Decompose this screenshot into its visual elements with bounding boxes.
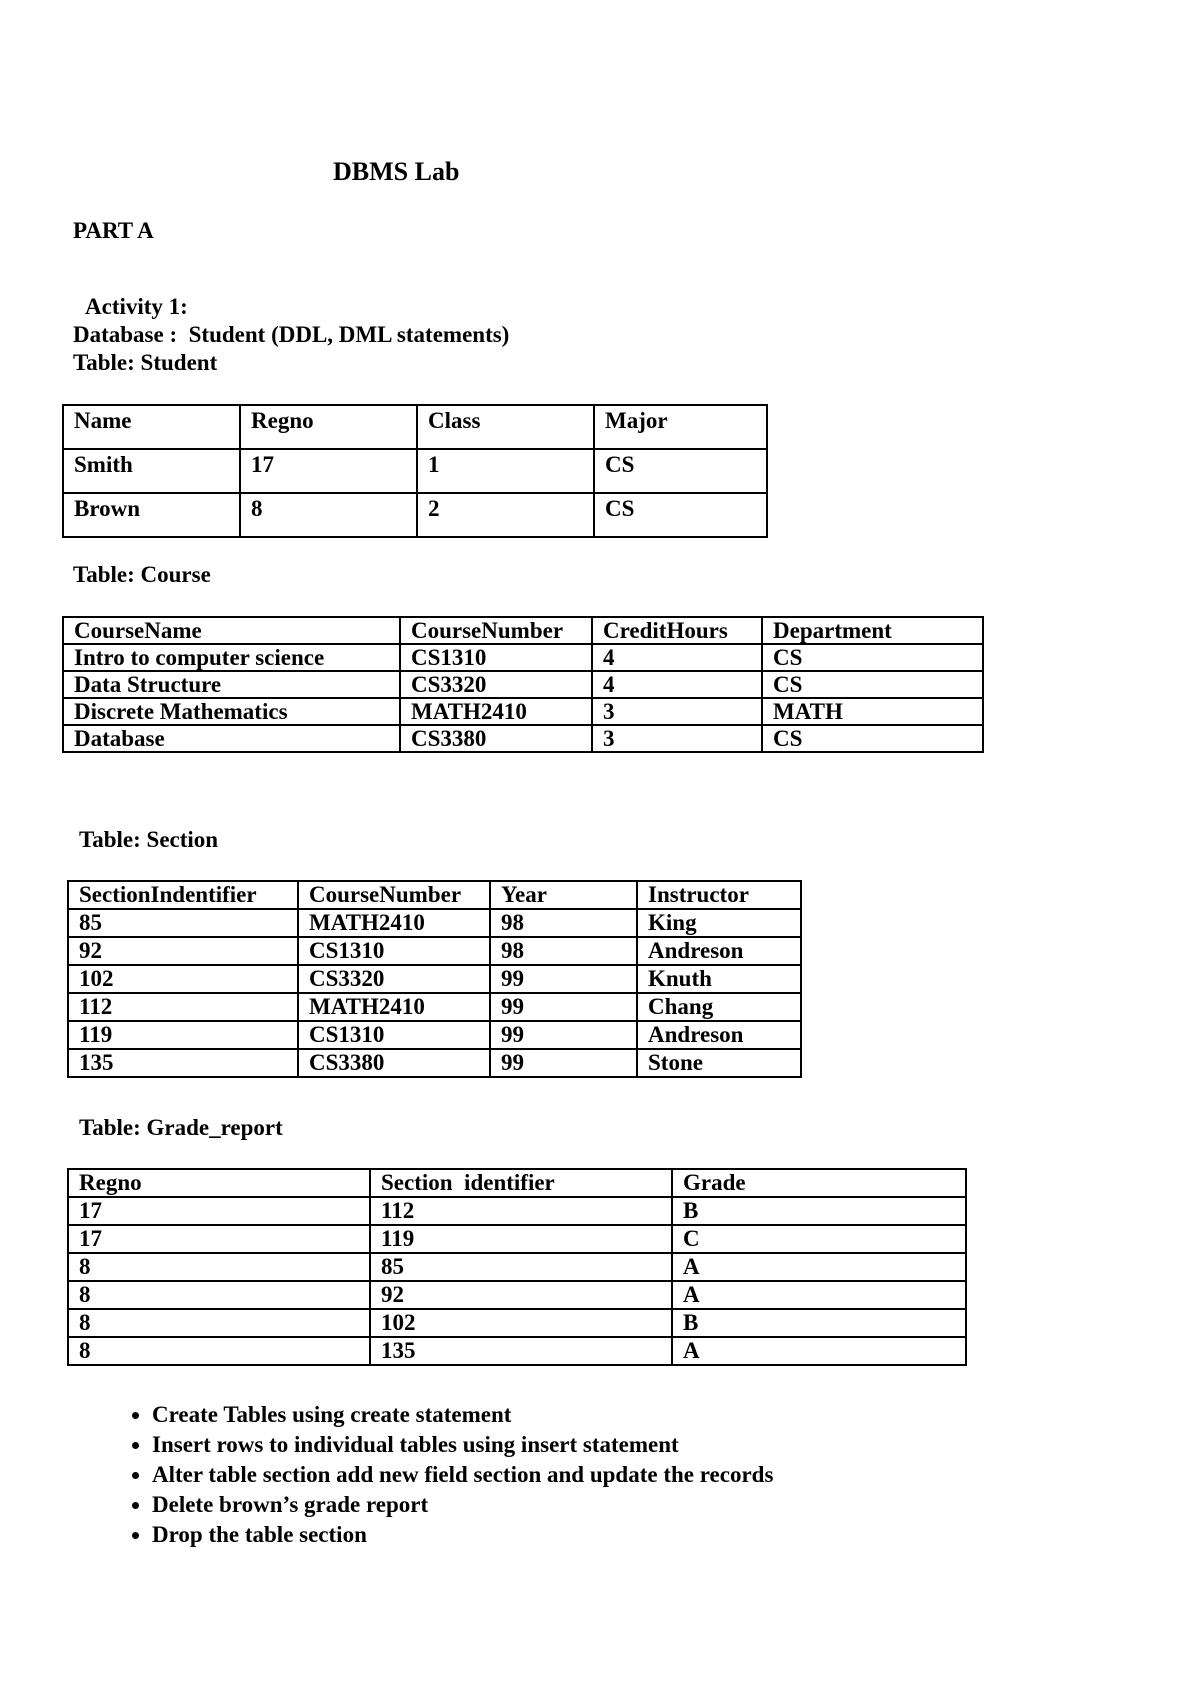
table-cell: 92 bbox=[68, 937, 298, 965]
table-cell: 85 bbox=[68, 909, 298, 937]
task-item: • Create Tables using create statement bbox=[152, 1400, 773, 1430]
table-header-row bbox=[68, 881, 801, 909]
table-cell: CS3380 bbox=[400, 725, 592, 752]
table-row bbox=[63, 644, 983, 671]
table-header-row bbox=[68, 1169, 966, 1197]
activity-heading: Activity 1: bbox=[85, 294, 188, 319]
table-cell: 98 bbox=[490, 909, 637, 937]
table-cell: Andreson bbox=[637, 937, 801, 965]
table-cell: CS3380 bbox=[298, 1049, 490, 1077]
table-cell: Smith bbox=[63, 449, 240, 493]
table-cell: MATH2410 bbox=[400, 698, 592, 725]
table-cell: 112 bbox=[370, 1197, 672, 1225]
part-heading: PART A bbox=[73, 218, 154, 243]
table-cell: MATH2410 bbox=[298, 993, 490, 1021]
header-cell: Section identifier bbox=[370, 1169, 672, 1197]
table-cell: B bbox=[672, 1309, 966, 1337]
table-cell: Chang bbox=[637, 993, 801, 1021]
table-cell: CS3320 bbox=[298, 965, 490, 993]
table-row bbox=[63, 449, 767, 493]
table-row bbox=[68, 1021, 801, 1049]
table-cell: Andreson bbox=[637, 1021, 801, 1049]
table-cell: CS1310 bbox=[298, 1021, 490, 1049]
table-cell: 99 bbox=[490, 993, 637, 1021]
table-row bbox=[68, 1049, 801, 1077]
header-cell: Year bbox=[490, 881, 637, 909]
table-row bbox=[63, 725, 983, 752]
table-cell: 98 bbox=[490, 937, 637, 965]
table-cell: A bbox=[672, 1281, 966, 1309]
table-cell: Discrete Mathematics bbox=[63, 698, 400, 725]
table-header-row bbox=[63, 617, 983, 644]
table-cell: MATH bbox=[762, 698, 983, 725]
header-cell: SectionIndentifier bbox=[68, 881, 298, 909]
table-cell: 1 bbox=[417, 449, 594, 493]
table-cell: King bbox=[637, 909, 801, 937]
task-item: • Alter table section add new field section and update the records bbox=[152, 1460, 773, 1490]
table-row bbox=[68, 1225, 966, 1253]
table-cell: 3 bbox=[592, 725, 762, 752]
table-cell: CS bbox=[762, 725, 983, 752]
table-cell: 8 bbox=[68, 1309, 370, 1337]
table-cell: 17 bbox=[240, 449, 417, 493]
table-cell: CS1310 bbox=[298, 937, 490, 965]
table-cell: 17 bbox=[68, 1225, 370, 1253]
table-cell: 92 bbox=[370, 1281, 672, 1309]
task-item: • Drop the table section bbox=[152, 1520, 773, 1550]
task-item: • Delete brown’s grade report bbox=[152, 1490, 773, 1520]
table-cell: Stone bbox=[637, 1049, 801, 1077]
header-cell: Department bbox=[762, 617, 983, 644]
table-cell: 3 bbox=[592, 698, 762, 725]
table-cell: 119 bbox=[68, 1021, 298, 1049]
header-cell: CourseNumber bbox=[298, 881, 490, 909]
header-cell: Grade bbox=[672, 1169, 966, 1197]
task-item: • Insert rows to individual tables using insert statement bbox=[152, 1430, 773, 1460]
table-cell: Data Structure bbox=[63, 671, 400, 698]
student-table bbox=[62, 404, 768, 538]
table-cell: MATH2410 bbox=[298, 909, 490, 937]
header-cell: Class bbox=[417, 405, 594, 449]
grade-report-table bbox=[67, 1168, 967, 1366]
table-row bbox=[68, 993, 801, 1021]
header-cell: CreditHours bbox=[592, 617, 762, 644]
table-cell: CS3320 bbox=[400, 671, 592, 698]
section-table bbox=[67, 880, 802, 1078]
table-cell: 112 bbox=[68, 993, 298, 1021]
table-cell: Brown bbox=[63, 493, 240, 537]
student-table-caption: Table: Student bbox=[73, 350, 218, 375]
table-cell: 8 bbox=[240, 493, 417, 537]
table-cell: Knuth bbox=[637, 965, 801, 993]
course-table-caption: Table: Course bbox=[73, 562, 211, 587]
table-row bbox=[68, 965, 801, 993]
table-cell: 99 bbox=[490, 1021, 637, 1049]
header-cell: CourseName bbox=[63, 617, 400, 644]
table-cell: CS bbox=[762, 644, 983, 671]
table-cell: 8 bbox=[68, 1337, 370, 1365]
header-cell: CourseNumber bbox=[400, 617, 592, 644]
table-cell: A bbox=[672, 1337, 966, 1365]
table-row bbox=[63, 671, 983, 698]
table-row bbox=[68, 1281, 966, 1309]
table-cell: CS bbox=[762, 671, 983, 698]
table-cell: 99 bbox=[490, 1049, 637, 1077]
table-cell: Intro to computer science bbox=[63, 644, 400, 671]
table-row bbox=[68, 909, 801, 937]
table-row bbox=[63, 698, 983, 725]
course-table bbox=[62, 616, 984, 753]
table-row bbox=[68, 1337, 966, 1365]
page-title: DBMS Lab bbox=[333, 157, 460, 186]
table-cell: 135 bbox=[68, 1049, 298, 1077]
table-cell: CS bbox=[594, 493, 767, 537]
header-cell: Name bbox=[63, 405, 240, 449]
table-cell: 99 bbox=[490, 965, 637, 993]
table-cell: A bbox=[672, 1253, 966, 1281]
table-cell: Database bbox=[63, 725, 400, 752]
header-cell: Regno bbox=[240, 405, 417, 449]
table-cell: 17 bbox=[68, 1197, 370, 1225]
table-cell: 102 bbox=[68, 965, 298, 993]
table-cell: 4 bbox=[592, 671, 762, 698]
table-cell: 119 bbox=[370, 1225, 672, 1253]
header-cell: Instructor bbox=[637, 881, 801, 909]
table-header-row bbox=[63, 405, 767, 449]
table-cell: 102 bbox=[370, 1309, 672, 1337]
table-cell: B bbox=[672, 1197, 966, 1225]
table-cell: 8 bbox=[68, 1281, 370, 1309]
table-row bbox=[68, 1253, 966, 1281]
table-row bbox=[68, 1197, 966, 1225]
table-cell: 135 bbox=[370, 1337, 672, 1365]
table-cell: 4 bbox=[592, 644, 762, 671]
table-row bbox=[63, 493, 767, 537]
table-cell: CS bbox=[594, 449, 767, 493]
header-cell: Regno bbox=[68, 1169, 370, 1197]
table-cell: CS1310 bbox=[400, 644, 592, 671]
table-cell: 85 bbox=[370, 1253, 672, 1281]
table-cell: C bbox=[672, 1225, 966, 1253]
table-cell: 2 bbox=[417, 493, 594, 537]
table-row bbox=[68, 1309, 966, 1337]
task-list bbox=[110, 1400, 773, 1550]
grade-report-table-caption: Table: Grade_report bbox=[79, 1115, 283, 1140]
header-cell: Major bbox=[594, 405, 767, 449]
table-row bbox=[68, 937, 801, 965]
section-table-caption: Table: Section bbox=[79, 827, 219, 852]
table-cell: 8 bbox=[68, 1253, 370, 1281]
database-line: Database : Student (DDL, DML statements) bbox=[73, 322, 510, 347]
